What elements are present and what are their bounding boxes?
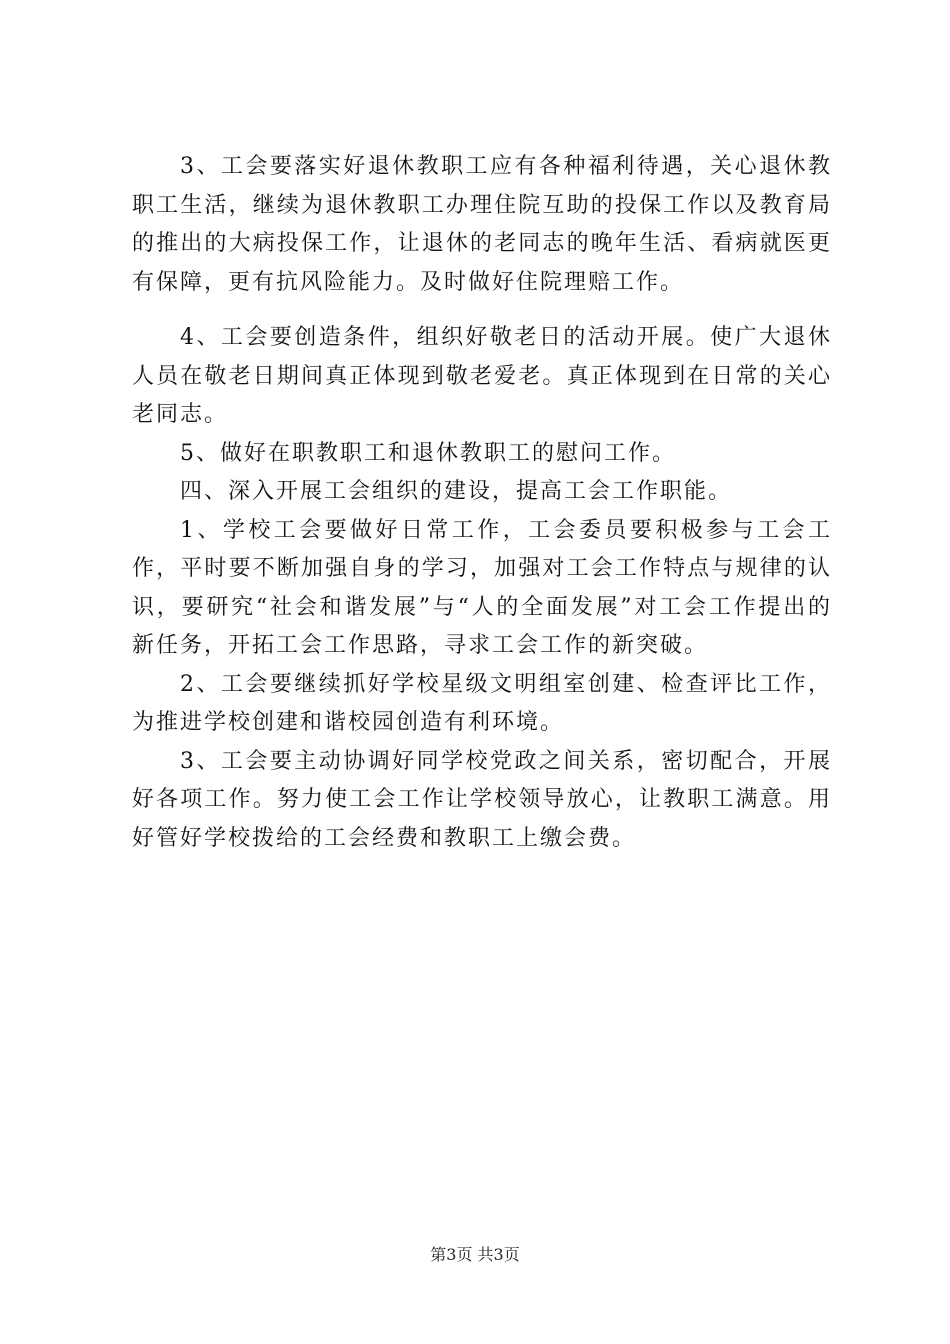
paragraph-star-rating: 2、工会要继续抓好学校星级文明组室创建、检查评比工作，为推进学校创建和谐校园创造有利环境。 [132, 671, 832, 735]
paragraph-welfare-retirees: 3、工会要落实好退休教职工应有各种福利待遇，关心退休教职工生活，继续为退休教职工办理住院互助的投保工作以及教育局的推出的大病投保工作，让退休的老同志的晚年生活、看病就医更有保障，更有抗风险能力。及时做好住院理赔工作。 [132, 154, 832, 295]
paragraph-daily-work: 1、学校工会要做好日常工作，工会委员要积极参与工会工作，平时要不断加强自身的学习，加强对工会工作特点与规律的认识，要研究“社会和谐发展”与“人的全面发展”对工会工作提出的新任务，开拓工会工作思路，寻求工会工作的新突破。 [132, 517, 832, 658]
page-number-footer: 第3页 共3页 [430, 1245, 520, 1264]
section-heading-four: 四、深入开展工会组织的建设，提高工会工作职能。 [180, 479, 733, 504]
paragraph-coordination: 3、工会要主动协调好同学校党政之间关系，密切配合，开展好各项工作。努力使工会工作让学校领导放心，让教职工满意。用好管好学校拨给的工会经费和教职工上缴会费。 [132, 748, 832, 851]
document-body [132, 148, 832, 858]
paragraph-elderly-day: 4、工会要创造条件，组织好敬老日的活动开展。使广大退休人员在敬老日期间真正体现到敬老爱老。真正体现到在日常的关心老同志。 [132, 325, 832, 427]
paragraph-condolence-visits: 5、做好在职教职工和退休教职工的慰问工作。 [180, 440, 676, 466]
